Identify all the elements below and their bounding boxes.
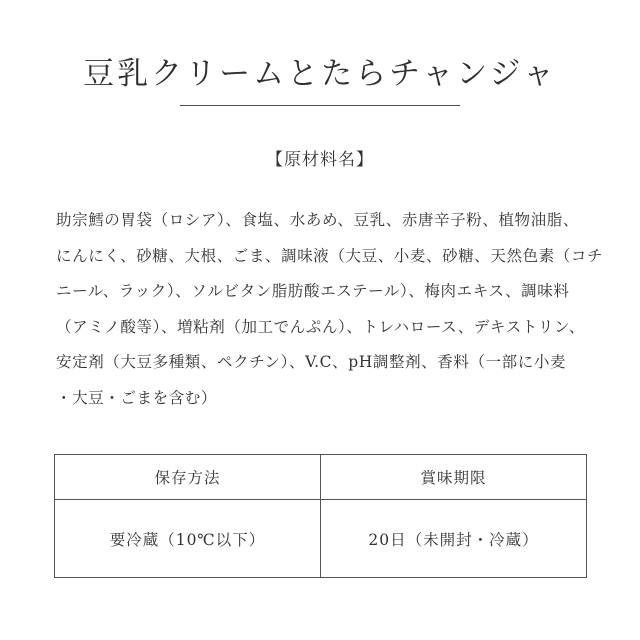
storage-method-value: 要冷蔵（10℃以下） — [55, 500, 321, 578]
storage-info-table — [54, 454, 587, 578]
page-title: 豆乳クリームとたらチャンジャ — [83, 56, 557, 92]
storage-method-header: 保存方法 — [55, 455, 321, 500]
ingredients-line: 安定剤（大豆多種類、ペクチン）、V.C、pH調整剤、香料（一部に小麦 — [56, 353, 567, 371]
ingredients-line: にんにく、砂糖、大根、ごま、調味液（大豆、小麦、砂糖、天然色素（コチ — [56, 246, 604, 265]
expiry-header: 賞味期限 — [321, 455, 587, 500]
ingredients-line: ・大豆・ごまを含む） — [56, 388, 218, 407]
ingredients-line: （アミノ酸等）、増粘剤（加工でんぷん）、トレハロース、デキストリン、 — [56, 317, 585, 336]
expiry-value: 20日（未開封・冷蔵） — [321, 500, 587, 578]
ingredients-list — [56, 203, 604, 416]
ingredients-line: 助宗鱈の胃袋（ロシア）、食塩、水あめ、豆乳、赤唐辛子粉、植物油脂、 — [56, 211, 579, 229]
ingredients-line: ニール、ラック）、ソルビタン脂肪酸エステール）、梅肉エキス、調味料 — [56, 282, 570, 300]
table-header-row — [55, 455, 587, 500]
table-row — [55, 500, 587, 578]
ingredients-heading: 【原材料名】 — [266, 150, 374, 170]
title-underline — [180, 105, 460, 106]
